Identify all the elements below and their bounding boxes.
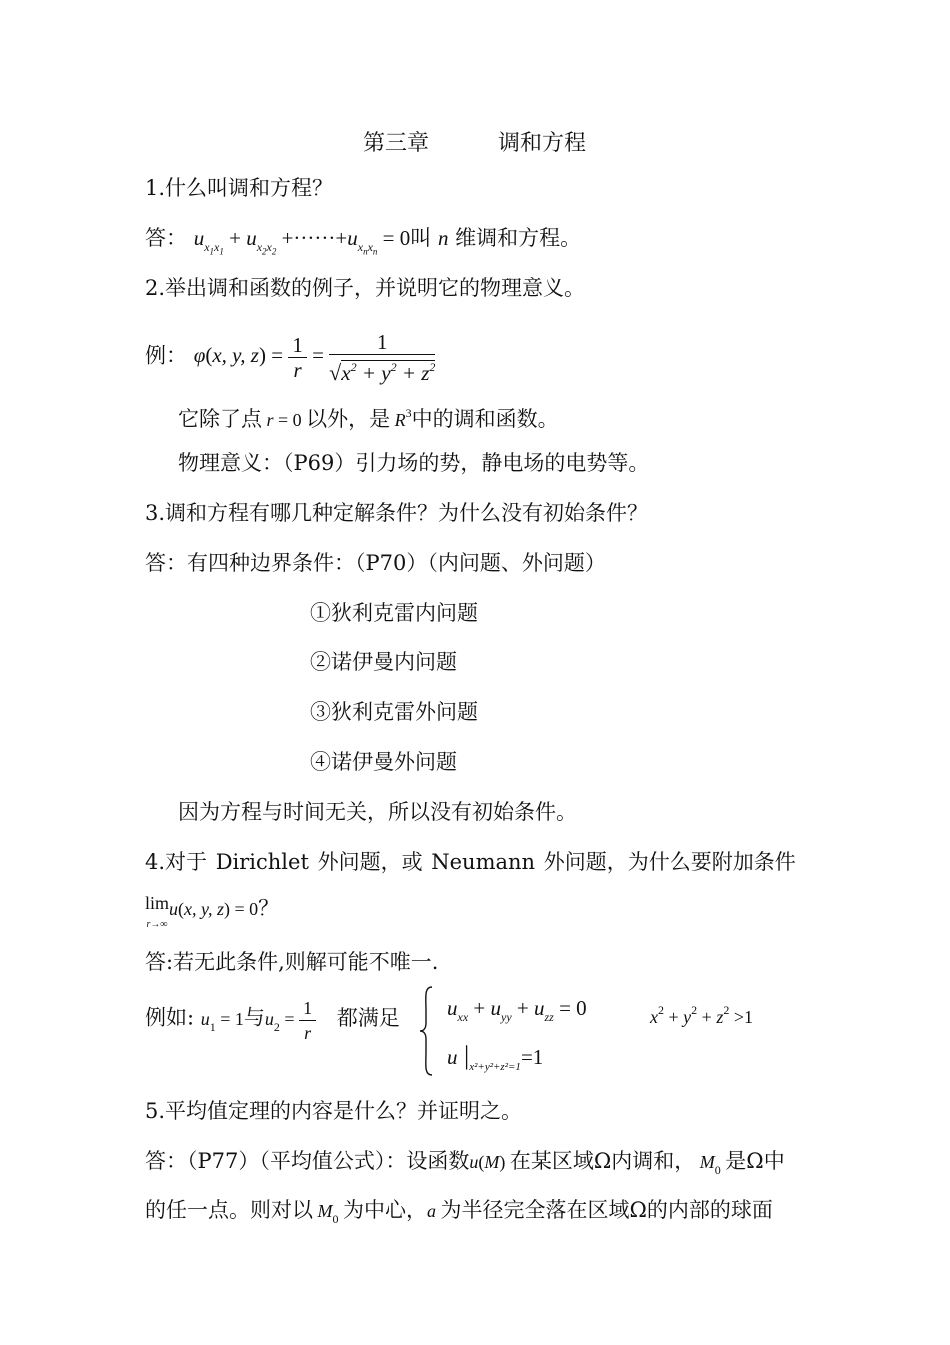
physics-meaning: 物理意义：（P69）引力场的势，静电场的电势等。: [178, 451, 650, 475]
answer-5-line-2: 的任一点。则对以 $M_0$ 为中心，a 为半径完全落在区域Ω的内部的球面: [145, 1198, 773, 1226]
condition-item: ①狄利克雷内问题: [310, 601, 478, 625]
condition-item: ②诺伊曼内问题: [310, 650, 457, 674]
left-brace: [418, 985, 434, 1077]
example-2-note: 它除了点 r = 0 以外，是 $R^3$中的调和函数。: [178, 406, 559, 431]
example-2: 例： φ(x, y, z) = $\frac{1}{r}$ = $\frac{1}{√x^2 + y^2 + z^2}$: [145, 330, 436, 385]
exterior-domain-condition: $x^2 + y^2 + z^2 >1$: [650, 1003, 753, 1027]
question-2: 2.举出调和函数的例子，并说明它的物理意义。: [145, 276, 586, 300]
condition-item: ③狄利克雷外问题: [310, 700, 478, 724]
answer-1: 答： $u_{x_1x_1} + u_{x_2x_2} +\cdot\cdot\cdot\cdot\cdot\cdot+u_{x_nx_n} = 0$叫 n 维调和方程。: [145, 226, 582, 257]
question-5: 5.平均值定理的内容是什么？并证明之。: [145, 1099, 523, 1123]
chapter-number: 第三章: [363, 131, 430, 156]
question-4: 4.对于 Dirichlet 外问题，或 Neumann 外问题，为什么要附加条件: [145, 850, 796, 874]
answer-3: 答：有四种边界条件：（P70）（内问题、外问题）: [145, 551, 606, 575]
question-1: 1.什么叫调和方程？: [145, 176, 334, 200]
boundary-condition: u $|_{x^2+y^2+z^2=1}=1$: [447, 1041, 544, 1073]
chapter-title: 调和方程: [498, 131, 587, 156]
conclusion-3: 因为方程与时间无关，所以没有初始条件。: [178, 800, 577, 824]
harmonic-function-formula: φ(x, y, z) = $\frac{1}{r}$ = $\frac{1}{√x^2 + y^2 + z^2}$: [193, 330, 436, 385]
laplace-3d-equation: $u_{xx} + u_{yy} + u_{zz} = 0$: [447, 996, 587, 1024]
example-4: 例如: $u_1 = 1$与$u_2$ = $\frac{1}{r}$ 都满足: [145, 998, 400, 1043]
answer-label: 答：: [145, 226, 187, 250]
condition-item: ④诺伊曼外问题: [310, 750, 457, 774]
answer-4: 答:若无此条件,则解可能不唯一.: [145, 950, 439, 974]
limit-condition: lim r→∞u(x, y, z) = 0？: [145, 893, 280, 930]
answer-5-line-1: 答：（P77）（平均值公式）：设函数u(M) 在某区域Ω内调和， $M_0$ 是Ω中: [145, 1149, 785, 1177]
question-3: 3.调和方程有哪几种定解条件？为什么没有初始条件？: [145, 501, 649, 525]
laplace-equation-formula: $u_{x_1x_1} + u_{x_2x_2} +\cdot\cdot\cdot\cdot\cdot\cdot+u_{x_nx_n} = 0$: [193, 226, 411, 257]
